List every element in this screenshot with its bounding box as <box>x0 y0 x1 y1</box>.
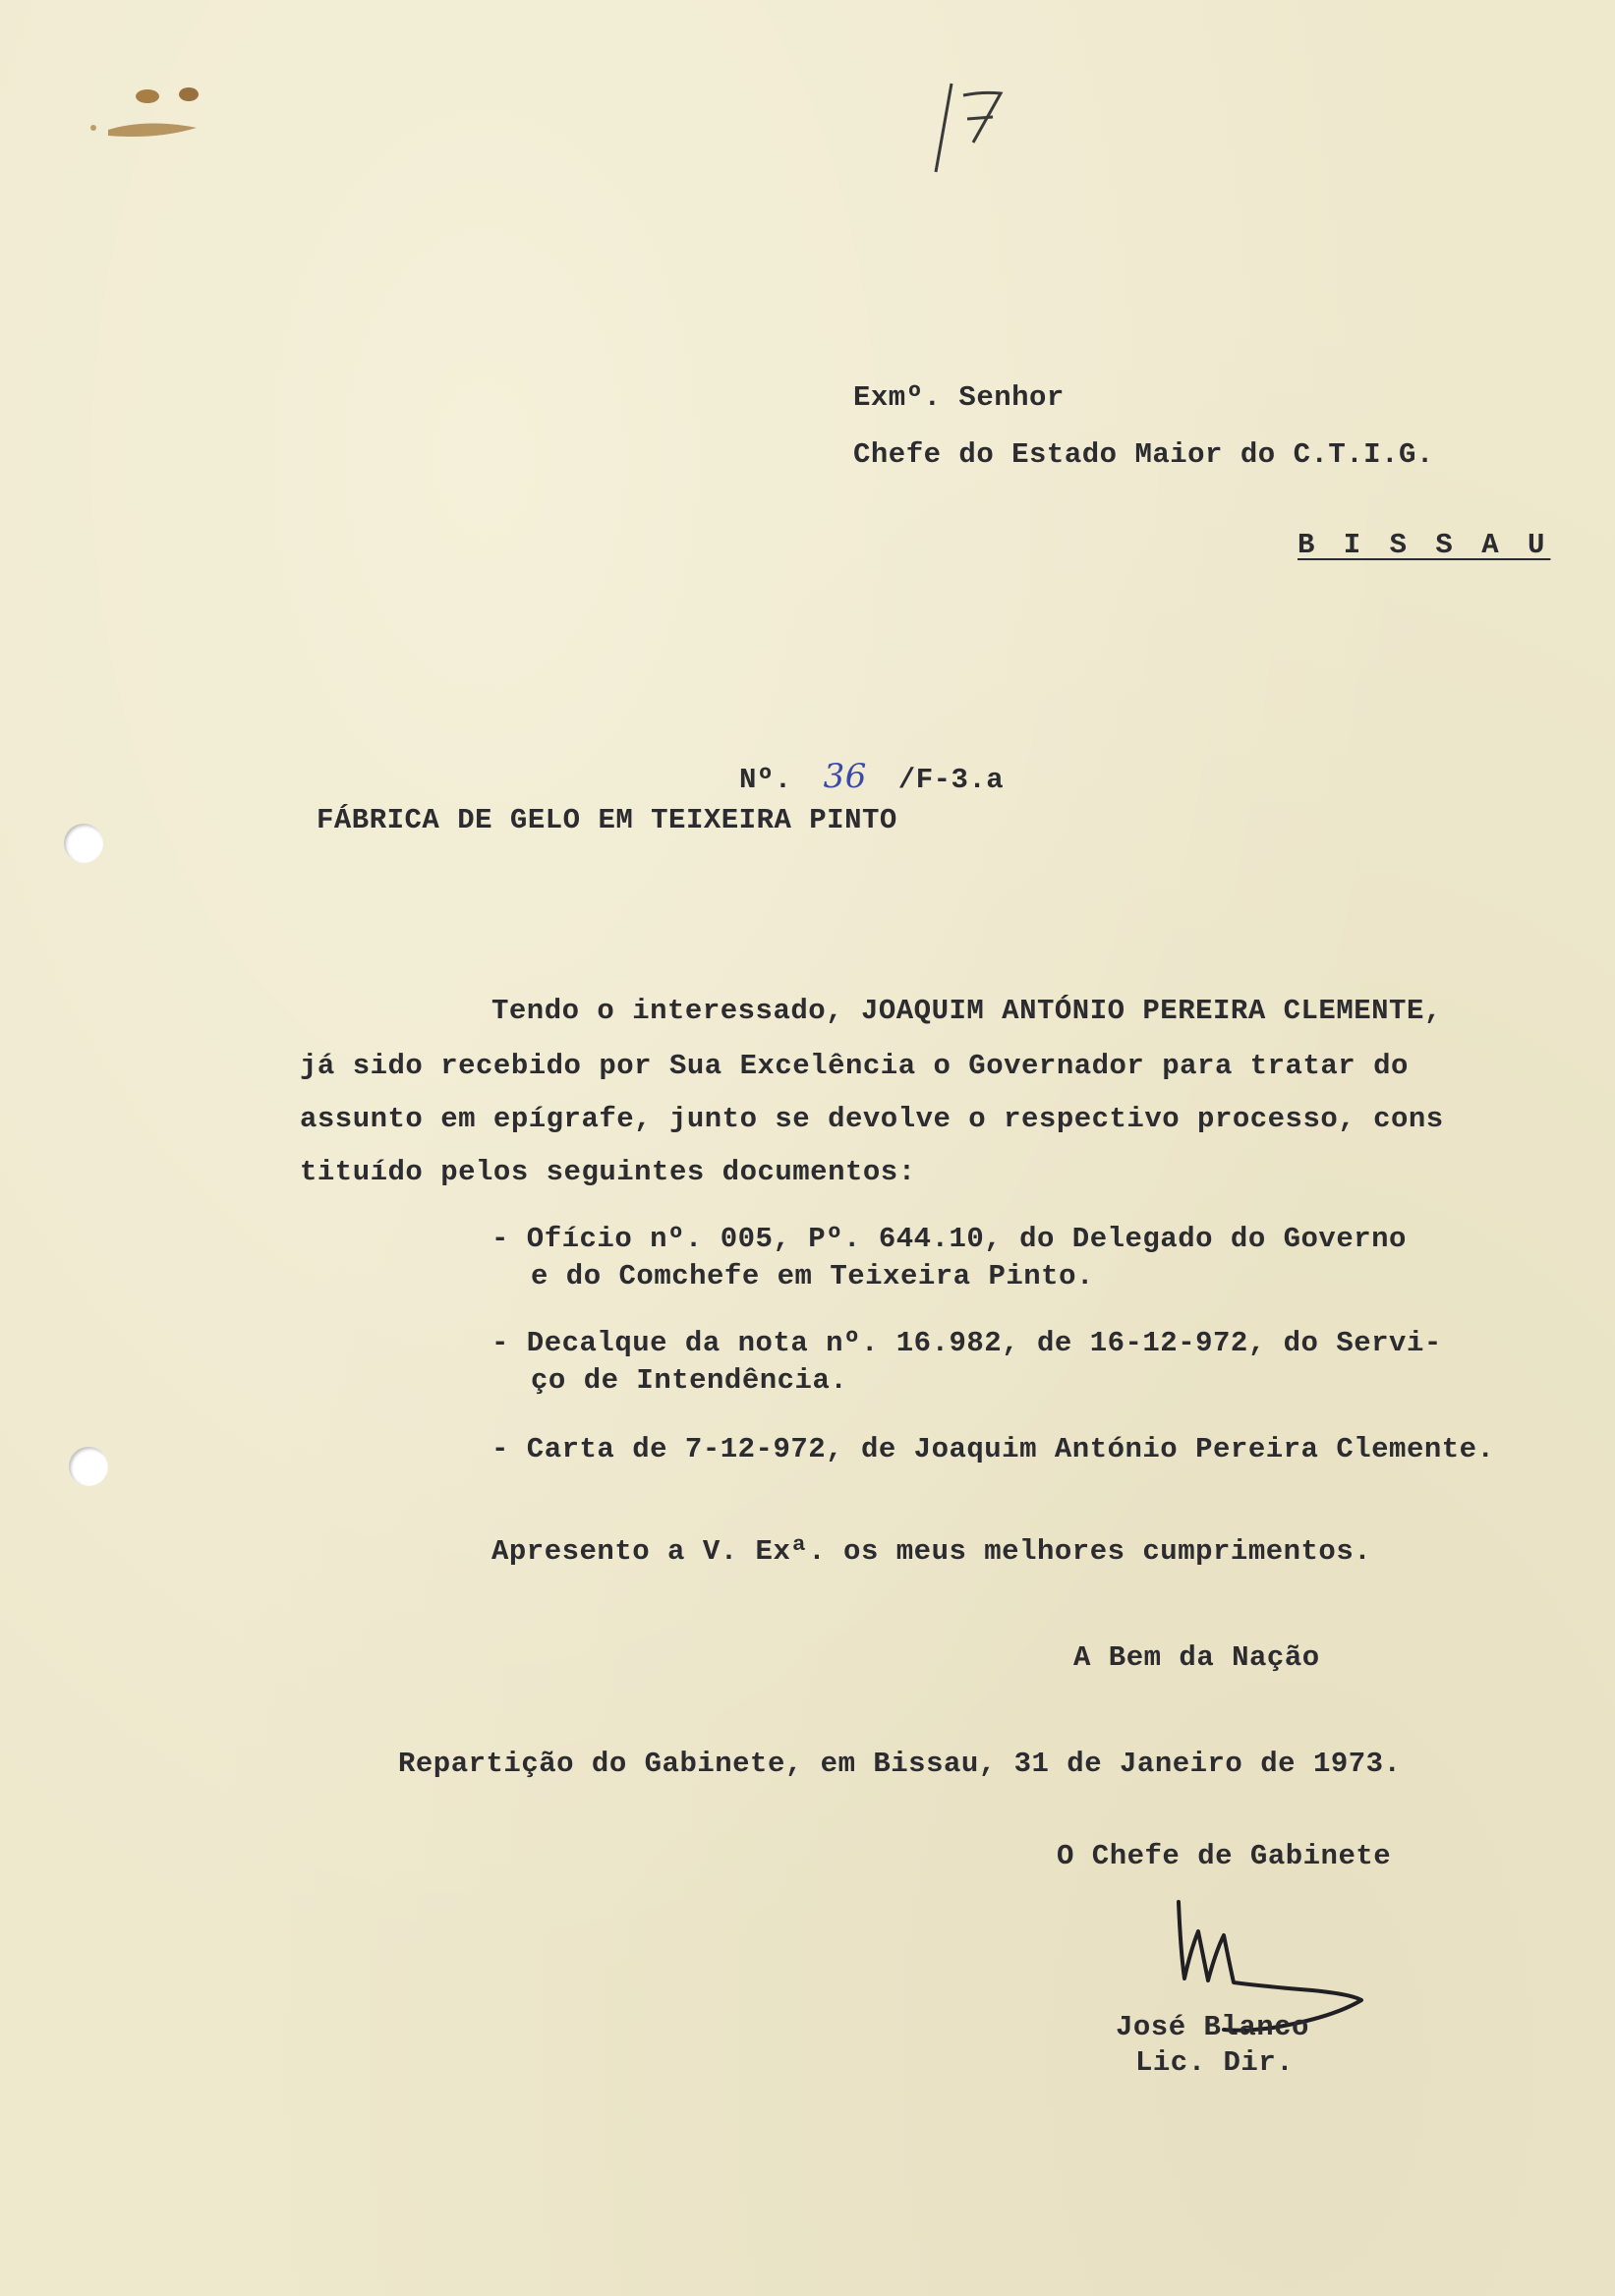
document-item-3-line1: - Carta de 7-12-972, de Joaquim António Pereira Clemente. <box>491 1433 1495 1465</box>
addressee-salutation: Exmº. Senhor <box>853 381 1065 414</box>
signatory-qualification: Lic. Dir. <box>1135 2046 1295 2079</box>
page-number-text: 17 <box>924 74 926 75</box>
reference-number: 36 <box>823 757 867 796</box>
body-line-3: assunto em epígrafe, junto se devolve o respectivo processo, cons <box>300 1103 1444 1135</box>
body-line-4: tituído pelos seguintes documentos: <box>300 1156 916 1188</box>
reference-suffix: /F-3.a <box>897 764 1005 796</box>
place-date: Repartição do Gabinete, em Bissau, 31 de Janeiro de 1973. <box>398 1748 1402 1780</box>
page-number-handwritten <box>924 74 1022 182</box>
document-item-2-line1: - Decalque da nota nº. 16.982, de 16-12-972, do Servi- <box>491 1327 1442 1359</box>
closing-line: Apresento a V. Exª. os meus melhores cumprimentos. <box>491 1535 1372 1568</box>
addressee-city: B I S S A U <box>1298 529 1551 561</box>
addressee-title: Chefe do Estado Maior do C.T.I.G. <box>853 438 1434 471</box>
reference-prefix: Nº. <box>739 764 792 796</box>
motto: A Bem da Nação <box>1073 1641 1320 1674</box>
body-line-1: Tendo o interessado, JOAQUIM ANTÓNIO PEREIRA CLEMENTE, <box>491 995 1442 1027</box>
document-item-1-line1: - Ofício nº. 005, Pº. 644.10, do Delegado do Governo <box>491 1223 1407 1255</box>
document-item-2-line2: ço de Intendência. <box>531 1364 848 1397</box>
document-item-1-line2: e do Comchefe em Teixeira Pinto. <box>531 1260 1094 1292</box>
signatory-role: O Chefe de Gabinete <box>1057 1840 1392 1872</box>
punch-hole-top <box>64 824 103 863</box>
subject-heading: FÁBRICA DE GELO EM TEIXEIRA PINTO <box>317 804 897 836</box>
reference-line <box>739 757 1004 796</box>
body-line-2: já sido recebido por Sua Excelência o Governador para tratar do <box>300 1050 1409 1082</box>
signatory-name: José Blanco <box>1116 2011 1309 2043</box>
punch-hole-bottom <box>69 1447 108 1486</box>
staple-stain-icon <box>79 79 206 157</box>
